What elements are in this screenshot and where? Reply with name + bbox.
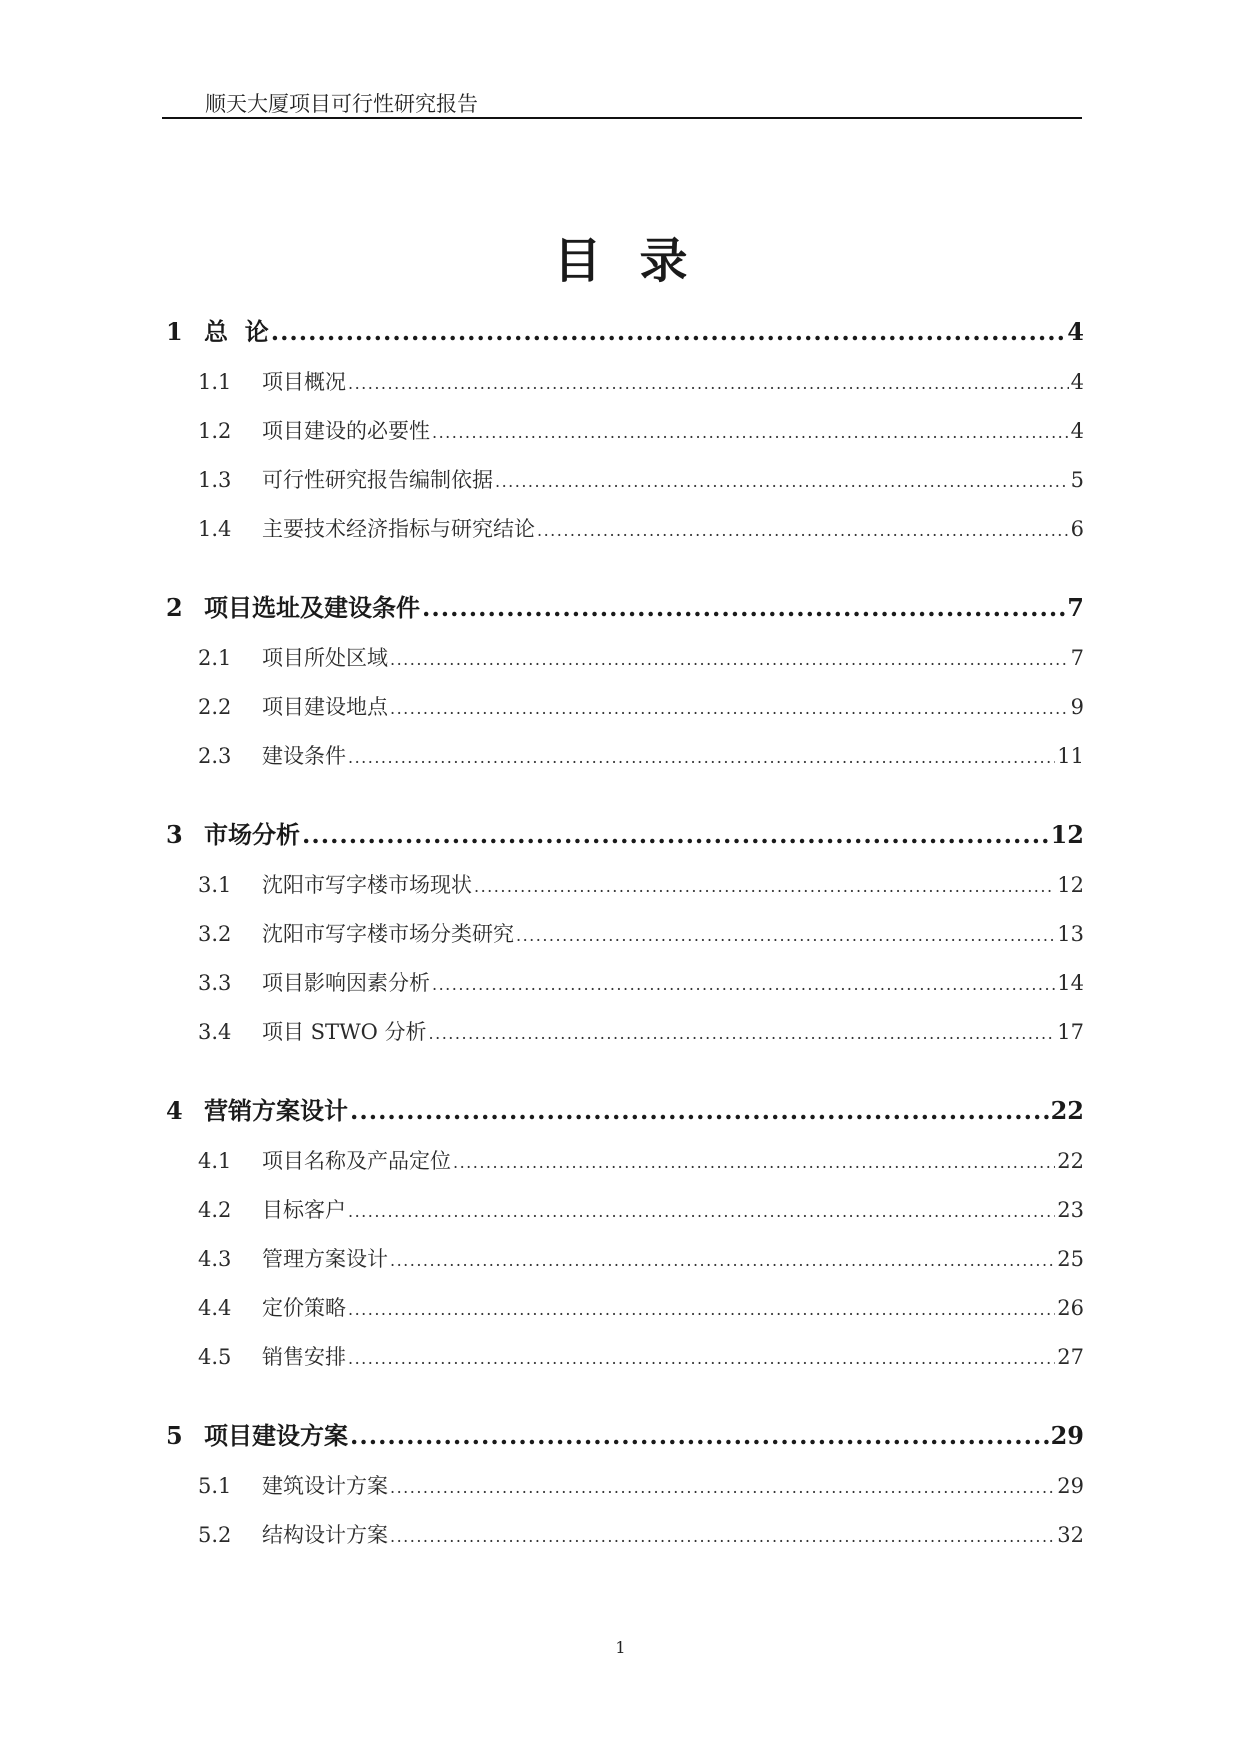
toc-page-number: 14 [1057,971,1084,995]
toc-leader-dots [271,317,1066,346]
toc-section-title: 项目建设的必要性 [262,419,430,443]
toc-leader-dots [495,472,1069,491]
toc-section-number: 3.4 [198,1020,232,1044]
toc-page-number: 29 [1057,1474,1084,1498]
toc-leader-dots [516,926,1055,945]
toc-section-title: 管理方案设计 [262,1247,388,1271]
toc-page-number: 27 [1057,1345,1084,1369]
toc-page-number: 13 [1057,922,1084,946]
toc-section-1-2[interactable] [198,415,1084,445]
toc-page-number: 32 [1057,1523,1084,1547]
toc-title: 目录 [553,233,726,289]
toc-section-title: 沈阳市写字楼市场分类研究 [262,922,514,946]
toc-section-3-3[interactable] [198,967,1084,997]
toc-section-number: 4.2 [198,1198,232,1222]
toc-leader-dots [453,1153,1055,1172]
toc-chapter-title: 项目选址及建设条件 [204,593,420,622]
toc-section-title: 定价策略 [262,1296,346,1320]
toc-page-number: 22 [1050,1096,1084,1125]
toc-leader-dots [537,521,1069,540]
toc-chapter-title: 市场分析 [204,820,300,849]
toc-section-3-1[interactable] [198,869,1084,899]
toc-page-number: 7 [1067,593,1084,622]
toc-section-title: 销售安排 [262,1345,346,1369]
toc-section-number: 1.2 [198,419,232,443]
toc-leader-dots [422,593,1065,622]
toc-section-1-1[interactable] [198,366,1084,396]
toc-section-number: 3.1 [198,873,232,897]
toc-page-number: 29 [1050,1421,1084,1450]
toc-section-title: 项目名称及产品定位 [262,1149,451,1173]
toc-leader-dots [350,1096,1049,1125]
toc-section-number: 4.1 [198,1149,232,1173]
toc-page-number: 7 [1070,646,1084,670]
toc-chapter-title: 营销方案设计 [204,1096,348,1125]
page-number: 1 [615,1638,626,1657]
toc-chapter-number: 4 [166,1096,183,1125]
toc-chapter-number: 2 [166,593,183,622]
toc-section-number: 2.1 [198,646,232,670]
toc-page-number: 9 [1070,695,1084,719]
toc-page-number: 11 [1057,744,1084,768]
toc-section-number: 4.3 [198,1247,232,1271]
toc-section-number: 1.4 [198,517,232,541]
toc-leader-dots [348,1349,1055,1368]
toc-chapter-2[interactable] [166,588,1084,623]
toc-section-title: 结构设计方案 [262,1523,388,1547]
toc-page-number: 4 [1067,317,1084,346]
toc-chapter-4[interactable] [166,1091,1084,1126]
toc-section-4-3[interactable] [198,1243,1084,1273]
toc-page-number: 12 [1057,873,1084,897]
toc-page-number: 22 [1057,1149,1084,1173]
toc-page-number: 5 [1070,468,1084,492]
toc-section-number: 5.1 [198,1474,232,1498]
toc-section-title: 项目概况 [262,370,346,394]
toc-page-number: 17 [1057,1020,1084,1044]
toc-section-number: 5.2 [198,1523,232,1547]
toc-section-number: 3.3 [198,971,232,995]
toc-section-number: 4.4 [198,1296,232,1320]
toc-section-number: 4.5 [198,1345,232,1369]
toc-page-number: 6 [1070,517,1084,541]
toc-chapter-number: 1 [166,317,183,346]
toc-leader-dots [390,1478,1055,1497]
toc-chapter-title: 总 论 [204,317,269,346]
toc-section-4-5[interactable] [198,1341,1084,1371]
toc-leader-dots [348,1300,1055,1319]
toc-leader-dots [432,975,1055,994]
toc-section-number: 2.3 [198,744,232,768]
toc-chapter-number: 5 [166,1421,183,1450]
toc-section-title: 主要技术经济指标与研究结论 [262,517,535,541]
toc-leader-dots [348,374,1069,393]
header-divider [162,117,1082,119]
toc-leader-dots [390,1527,1055,1546]
toc-section-title: 可行性研究报告编制依据 [262,468,493,492]
toc-section-2-2[interactable] [198,691,1084,721]
toc-page-number: 25 [1057,1247,1084,1271]
toc-section-1-4[interactable] [198,513,1084,543]
toc-section-5-1[interactable] [198,1470,1084,1500]
toc-section-title: 目标客户 [262,1198,346,1222]
page-header: 顺天大厦项目可行性研究报告 [205,92,478,116]
toc-section-4-1[interactable] [198,1145,1084,1175]
toc-section-5-2[interactable] [198,1519,1084,1549]
toc-chapter-3[interactable] [166,815,1084,850]
toc-section-3-2[interactable] [198,918,1084,948]
toc-section-number: 3.2 [198,922,232,946]
toc-section-title: 沈阳市写字楼市场现状 [262,873,472,897]
toc-section-number: 1.1 [198,370,232,394]
toc-leader-dots [429,1024,1056,1043]
toc-leader-dots [390,699,1069,718]
toc-section-2-1[interactable] [198,642,1084,672]
toc-section-title: 项目建设地点 [262,695,388,719]
toc-leader-dots [348,1202,1055,1221]
toc-leader-dots [474,877,1055,896]
toc-page-number: 23 [1057,1198,1084,1222]
toc-section-4-2[interactable] [198,1194,1084,1224]
toc-chapter-5[interactable] [166,1416,1084,1451]
toc-section-3-4[interactable] [198,1016,1084,1046]
toc-chapter-1[interactable] [166,312,1084,347]
toc-chapter-number: 3 [166,820,183,849]
toc-leader-dots [390,1251,1055,1270]
toc-section-number: 2.2 [198,695,232,719]
toc-page-number: 26 [1057,1296,1084,1320]
toc-section-title: 项目影响因素分析 [262,971,430,995]
toc-chapter-title: 项目建设方案 [204,1421,348,1450]
toc-section-number: 1.3 [198,468,232,492]
toc-section-title: 项目 STWO 分析 [262,1020,427,1044]
toc-leader-dots [432,423,1069,442]
toc-section-1-3[interactable] [198,464,1084,494]
toc-page-number: 4 [1070,419,1084,443]
toc-section-title: 建筑设计方案 [262,1474,388,1498]
toc-leader-dots [348,748,1055,767]
toc-section-4-4[interactable] [198,1292,1084,1322]
toc-page-number: 12 [1050,820,1084,849]
toc-section-2-3[interactable] [198,740,1084,770]
toc-leader-dots [350,1421,1049,1450]
toc-leader-dots [390,650,1069,669]
toc-section-title: 建设条件 [262,744,346,768]
toc-page-number: 4 [1070,370,1084,394]
toc-section-title: 项目所处区域 [262,646,388,670]
toc-leader-dots [302,820,1049,849]
